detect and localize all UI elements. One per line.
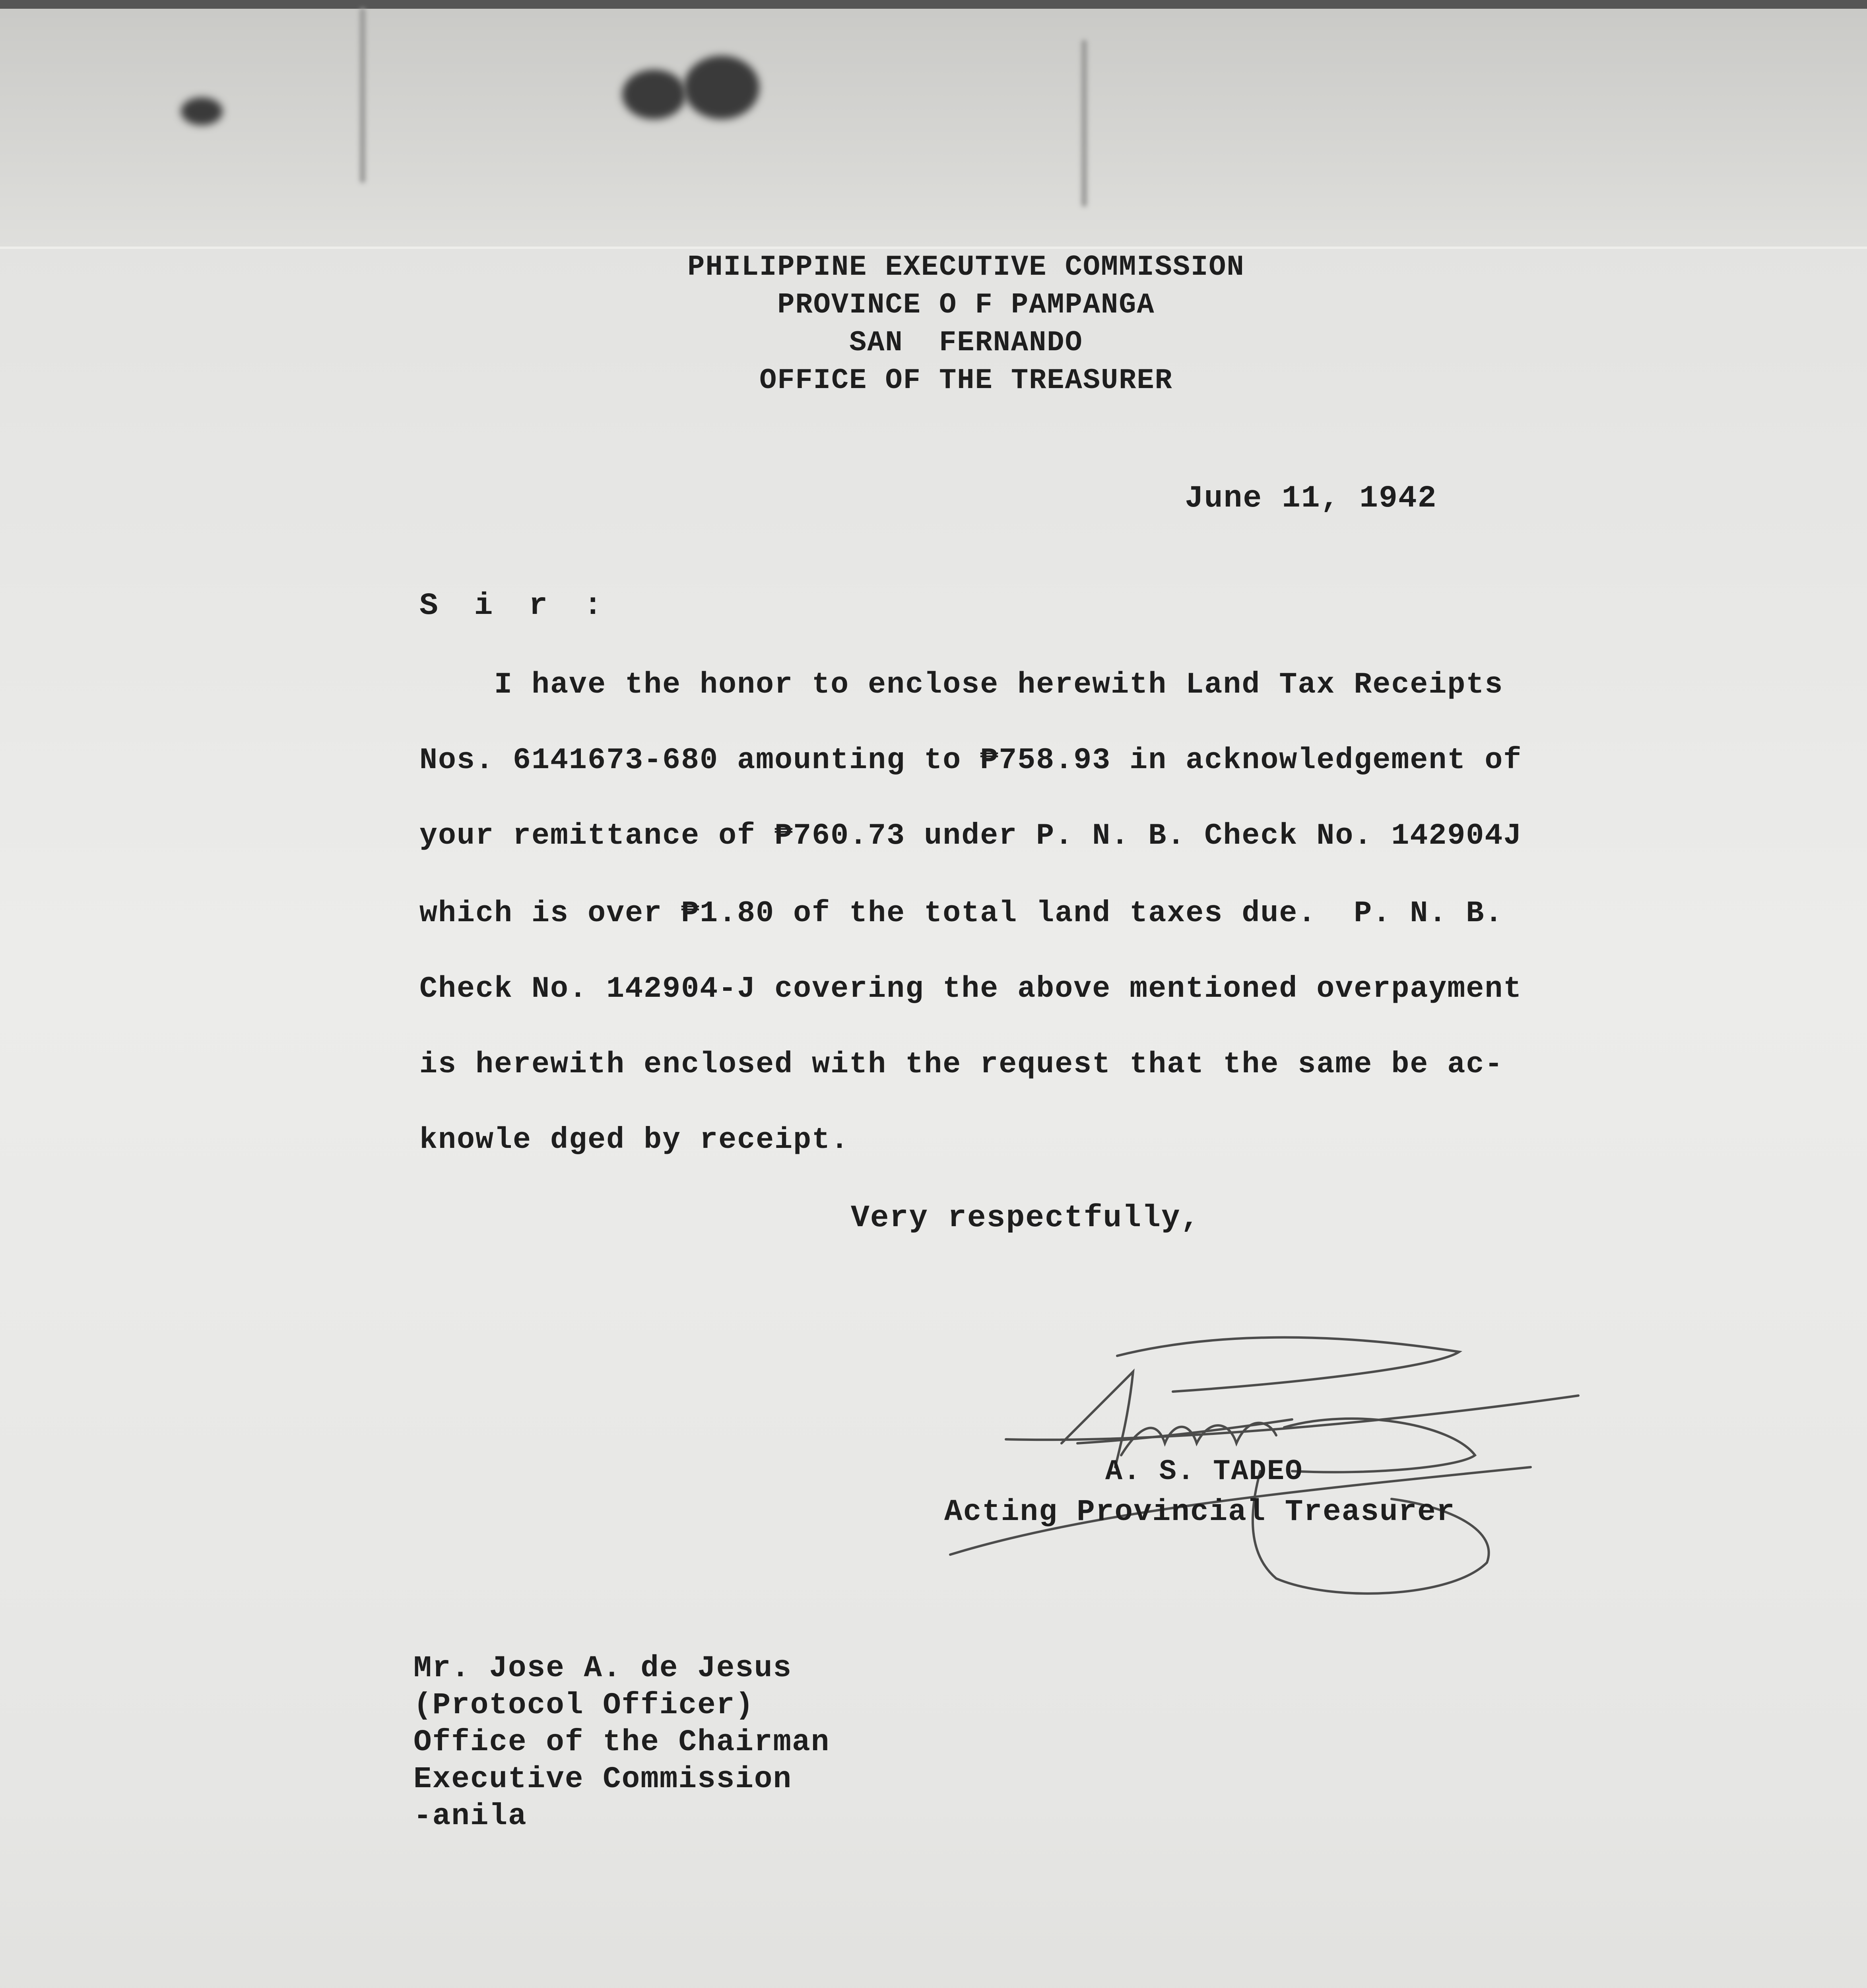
body-line: Check No. 142904-J covering the above mentioned overpayment [419,972,1522,1006]
body-line: Nos. 6141673-680 amounting to ₱758.93 in acknowledgement of [419,744,1522,777]
salutation: S i r : [419,588,611,623]
addressee-line: Executive Commission [413,1762,792,1796]
letterhead-line-1: PHILIPPINE EXECUTIVE COMMISSION [687,251,1245,283]
letterhead-line-3: SAN FERNANDO [849,326,1083,359]
signatory-title: Acting Provincial Treasurer [944,1495,1456,1529]
letter-date: June 11, 1942 [1185,481,1437,516]
signatory-name: A. S. TADEO [1105,1455,1303,1488]
top-strip [0,0,1867,247]
closing: Very respectfully, [851,1201,1200,1236]
body-line: is herewith enclosed with the request that the same be ac- [419,1048,1504,1081]
body-line: which is over ₱1.80 of the total land taxes due. P. N. B. [419,897,1504,930]
top-edge [0,0,1867,9]
ink-blot [622,70,686,119]
addressee-line: Office of the Chairman [413,1725,830,1759]
body-line: your remittance of ₱760.73 under P. N. B. Check No. 142904J [419,819,1522,853]
ink-blot [684,56,759,119]
body-line: knowle dged by receipt. [419,1123,850,1157]
addressee-line: (Protocol Officer) [413,1688,754,1722]
addressee-line: Mr. Jose A. de Jesus [413,1651,792,1685]
letterhead-line-2: PROVINCE O F PAMPANGA [777,289,1155,321]
ink-blot [181,97,223,125]
smudge-streak [360,8,365,183]
letterhead-line-4: OFFICE OF THE TREASURER [759,364,1173,397]
addressee-line: -anila [413,1799,527,1833]
body-line: I have the honor to enclose herewith Land Tax Receipts [419,668,1504,702]
smudge-streak [1081,40,1087,207]
